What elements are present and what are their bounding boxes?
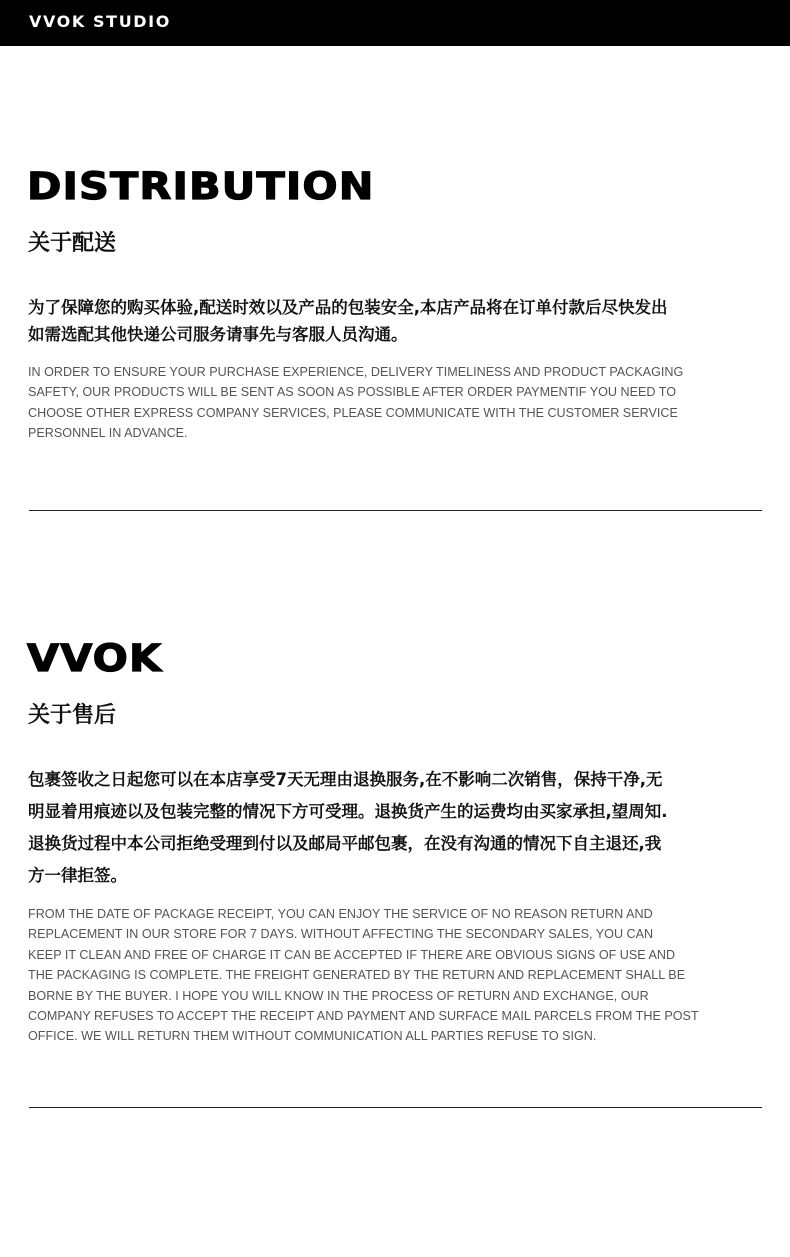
aftersales-en-text [28,904,748,1047]
aftersales-title: VVOK [27,637,163,680]
zh-line: 包裹签收之日起您可以在本店享受7天无理由退换服务,在不影响二次销售，保持干净,无 [28,770,663,789]
en-line: COMPANY REFUSES TO ACCEPT THE RECEIPT AND PAYMENT AND SURFACE MAIL PARCELS FROM THE POST [28,1009,699,1024]
en-line: KEEP IT CLEAN AND FREE OF CHARGE IT CAN BE ACCEPTED IF THERE ARE OBVIOUS SIGNS OF USE AND [28,947,676,962]
en-line: IN ORDER TO ENSURE YOUR PURCHASE EXPERIENCE, DELIVERY TIMELINESS AND PRODUCT PACKAGING [28,365,684,379]
en-line: THE PACKAGING IS COMPLETE. THE FREIGHT GENERATED BY THE RETURN AND REPLACEMENT SHALL BE [28,968,686,983]
brand-name: VVOK STUDIO [29,12,171,31]
zh-line: 如需选配其他快递公司服务请事先与客服人员沟通。 [28,325,408,344]
en-line: OFFICE. WE WILL RETURN THEM WITHOUT COMMUNICATION ALL PARTIES REFUSE TO SIGN. [28,1029,597,1044]
top-bar [0,0,790,46]
section-divider [29,1107,762,1108]
en-line: PERSONNEL IN ADVANCE. [28,426,188,441]
distribution-en-text [28,362,748,444]
section-divider [29,510,762,511]
aftersales-zh-text [28,766,768,894]
aftersales-subtitle: 关于售后 [28,703,117,728]
distribution-subtitle: 关于配送 [28,231,117,256]
zh-line: 明显着用痕迹以及包装完整的情况下方可受理。退换货产生的运费均由买家承担,望周知. [28,802,668,821]
distribution-title: DISTRIBUTION [27,165,375,208]
zh-line: 退换货过程中本公司拒绝受理到付以及邮局平邮包裹，在没有沟通的情况下自主退还,我 [28,834,662,853]
en-line: CHOOSE OTHER EXPRESS COMPANY SERVICES, PLEASE COMMUNICATE WITH THE CUSTOMER SERVICE [28,405,678,420]
distribution-zh-text [28,294,768,348]
en-line: BORNE BY THE BUYER. I HOPE YOU WILL KNOW IN THE PROCESS OF RETURN AND EXCHANGE, OUR [28,988,649,1003]
zh-line: 为了保障您的购买体验,配送时效以及产品的包装安全,本店产品将在订单付款后尽快发出 [28,298,668,317]
en-line: FROM THE DATE OF PACKAGE RECEIPT, YOU CAN ENJOY THE SERVICE OF NO REASON RETURN AND [28,907,653,921]
en-line: REPLACEMENT IN OUR STORE FOR 7 DAYS. WITHOUT AFFECTING THE SECONDARY SALES, YOU CAN [28,927,654,942]
en-line: SAFETY, OUR PRODUCTS WILL BE SENT AS SOON AS POSSIBLE AFTER ORDER PAYMENTIF YOU NEED TO [28,385,677,400]
zh-line: 方一律拒签。 [28,866,127,885]
